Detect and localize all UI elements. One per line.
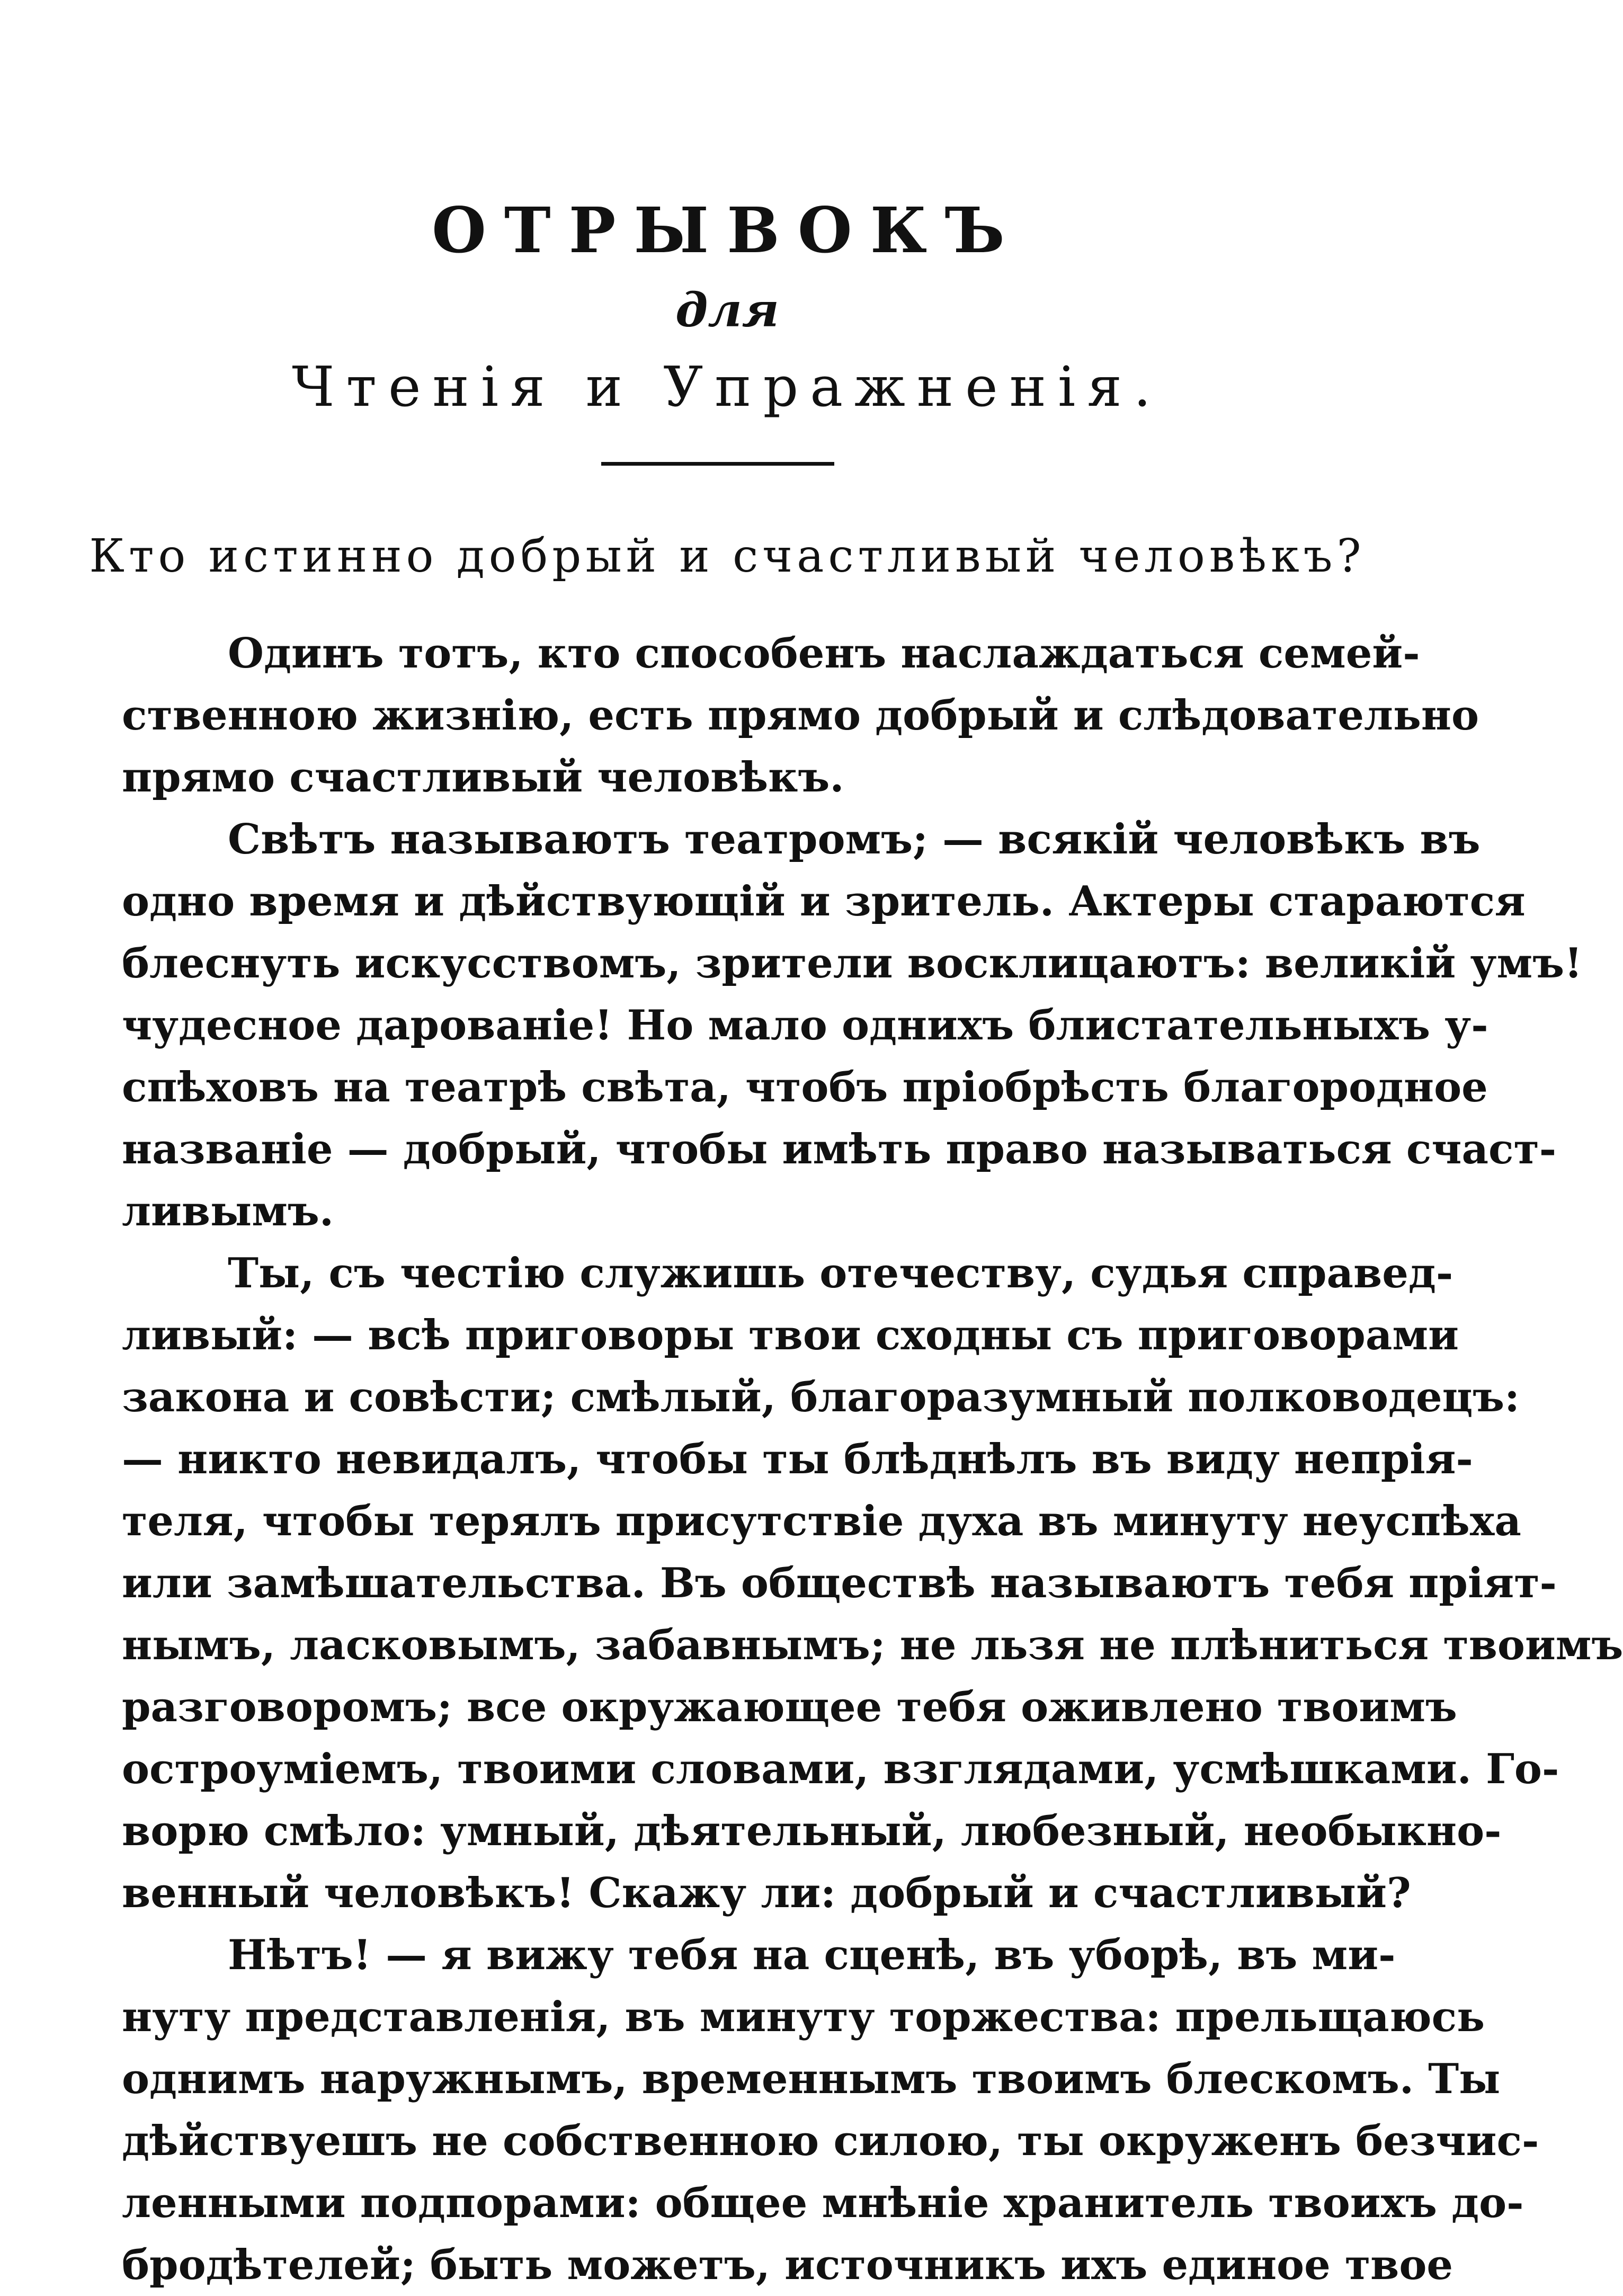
title-connector: для — [675, 282, 779, 337]
text-line: спѣховъ на театрѣ свѣта, чтобъ пріобрѣсть благородное — [122, 1063, 1488, 1111]
text-line: Свѣтъ называютъ театромъ; — всякій человѣкъ въ — [228, 815, 1481, 864]
text-line: бродѣтелей; быть можетъ, источникъ ихъ единое твое — [122, 2241, 1453, 2289]
text-line: ливый: — всѣ приговоры твои сходны съ приговорами — [122, 1311, 1459, 1359]
text-line: ленными подпорами: общее мнѣніе хранитель твоихъ до- — [122, 2179, 1524, 2227]
text-line: ворю смѣло: умный, дѣятельный, любезный, необыкно- — [122, 1807, 1502, 1855]
text-line: нымъ, ласковымъ, забавнымъ; не льзя не плѣниться твоимъ — [122, 1621, 1623, 1669]
text-line: прямо счастливый человѣкъ. — [122, 753, 844, 802]
text-line: ливымъ. — [122, 1187, 334, 1235]
text-line: одно время и дѣйствующій и зритель. Актеры стараются — [122, 877, 1526, 925]
text-line: Ты, съ честію служишь отечеству, судья справед- — [228, 1249, 1453, 1297]
page-subtitle: Чтенія и Упражненія. — [292, 354, 1163, 419]
text-line: нуту представленія, въ минуту торжества: прельщаюсь — [122, 1993, 1485, 2041]
text-line: однимъ наружнымъ, временнымъ твоимъ блескомъ. Ты — [122, 2055, 1501, 2103]
text-line: Одинъ тотъ, кто способенъ наслаждаться семей- — [228, 629, 1420, 678]
page-title: ОТРЫВОКЪ — [432, 193, 1023, 267]
section-heading: Кто истинно добрый и счастливый человѣкъ? — [89, 530, 1366, 583]
section-divider — [601, 462, 834, 466]
text-line: теля, чтобы терялъ присутствіе духа въ минуту неуспѣха — [122, 1497, 1521, 1545]
text-line: Нѣтъ! — я вижу тебя на сценѣ, въ уборѣ, въ ми- — [228, 1931, 1396, 1979]
text-line: названіе — добрый, чтобы имѣть право называться счаст- — [122, 1125, 1557, 1173]
body-text — [122, 622, 1623, 2296]
text-line: или замѣшательства. Въ обществѣ называютъ тебя пріят- — [122, 1559, 1557, 1607]
text-line: закона и совѣсти; смѣлый, благоразумный полководецъ: — [122, 1373, 1520, 1421]
text-line: ственною жизнію, есть прямо добрый и слѣдовательно — [122, 691, 1479, 740]
text-line: дѣйствуешъ не собственною силою, ты окруженъ безчис- — [122, 2117, 1539, 2165]
text-line: остроуміемъ, твоими словами, взглядами, усмѣшками. Го- — [122, 1745, 1559, 1793]
text-line: блеснуть искусствомъ, зрители восклицаютъ: великій умъ! — [122, 939, 1583, 987]
text-line: венный человѣкъ! Скажу ли: добрый и счастливый? — [122, 1869, 1411, 1917]
text-line: чудесное дарованіе! Но мало однихъ блистательныхъ у- — [122, 1001, 1488, 1049]
text-line: разговоромъ; все окружающее тебя оживлено твоимъ — [122, 1683, 1457, 1731]
text-line: — никто невидалъ, чтобы ты блѣднѣлъ въ виду непрія- — [122, 1435, 1473, 1483]
